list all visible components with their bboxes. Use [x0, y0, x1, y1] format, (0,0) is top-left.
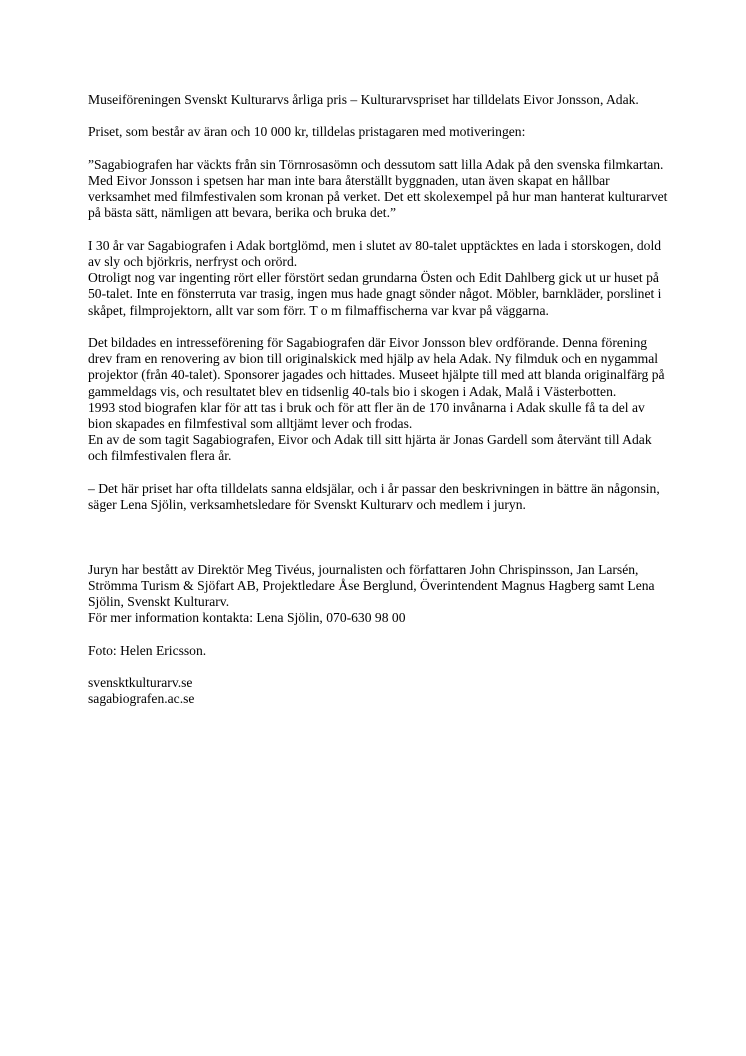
photo-credit: Foto: Helen Ericsson.: [88, 642, 207, 658]
intro-paragraph: Museiföreningen Svenskt Kulturarvs årliga pris – Kulturarvspriset har tilldelats Eivor Jonsson, Adak.: [88, 92, 639, 107]
jury-section: [88, 562, 668, 627]
history-paragraph: I 30 år var Sagabiografen i Adak bortglömd, men i slutet av 80-talet upptäcktes en lada i storskogen, dold av sly och björkris, nerfryst och orörd.: [88, 237, 662, 269]
link-sagabiografen[interactable]: sagabiografen.ac.se: [88, 691, 195, 707]
history-section: [88, 238, 668, 319]
document-body: [88, 92, 668, 708]
jury-paragraph: Juryn har bestått av Direktör Meg Tivéus, journalisten och författaren John Chrispinsson, Jan Larsén, Strömma Turism & Sjöfart AB, Projektledare Åse Berglund, Överintendent Magnus Hagberg samt Lena Sjölin, Svenskt Kulturarv.: [88, 561, 655, 610]
history-paragraph: Otroligt nog var ingenting rört eller förstört sedan grundarna Östen och Edit Dahlberg gick ut ur huset på 50-talet. Inte en fönsterruta var trasig, ingen mus hade gnagt sönder något. Möbler, barnkläder, porslinet i skåpet, filmprojektorn, allt var som förr. T o m filmaffischerna var kvar på väggarna.: [88, 270, 662, 318]
link-svensktkulturarv[interactable]: svensktkulturarv.se: [88, 675, 193, 691]
contact-line: För mer information kontakta: Lena Sjölin, 070-630 98 00: [88, 610, 406, 626]
renovation-paragraph: En av de som tagit Sagabiografen, Eivor och Adak till sitt hjärta är Jonas Gardell som återvänt till Adak och filmfestivalen flera år.: [88, 432, 652, 464]
motivation-paragraph: ”Sagabiografen har väckts från sin Törnrosasömn och dessutom satt lilla Adak på den svenska filmkartan. Med Eivor Jonsson i spetsen har man inte bara återställt byggnaden, utan även skapat en hållbar verksamhet med filmfestivalen som kronan på verket. Det ett skolexempel på hur man hanterat kulturarvet på bästa sätt, nämligen att bevara, berika och bruka det.”: [88, 156, 668, 221]
renovation-paragraph: Det bildades en intresseförening för Sagabiografen där Eivor Jonsson blev ordförande. Denna förening drev fram en renovering av bion till originalskick med hjälp av hela Adak. Ny filmduk och en nygammal projektor (från 40-talet). Sponsorer jagades och hittades. Museet hjälpte till med att blanda originalfärg på gammeldags vis, och resultatet blev en tidsenlig 40-tals bio i skogen i Adak, Malå i Västerbotten.: [88, 334, 665, 399]
links-section: [88, 675, 668, 707]
prize-paragraph: Priset, som består av äran och 10 000 kr, tilldelas pristagaren med motiveringen:: [88, 124, 526, 140]
renovation-section: [88, 335, 668, 465]
spacer: [88, 529, 668, 561]
quote-paragraph: – Det här priset har ofta tilldelats sanna eldsjälar, och i år passar den beskrivningen in bättre än någonsin, säger Lena Sjölin, verksamhetsledare för Svenskt Kulturarv och medlem i juryn.: [88, 480, 660, 512]
renovation-paragraph: 1993 stod biografen klar för att tas i bruk och för att fler än de 170 invånarna i Adak skulle få ta del av bion skapades en filmfestival som alltjämt lever och frodas.: [88, 399, 645, 431]
